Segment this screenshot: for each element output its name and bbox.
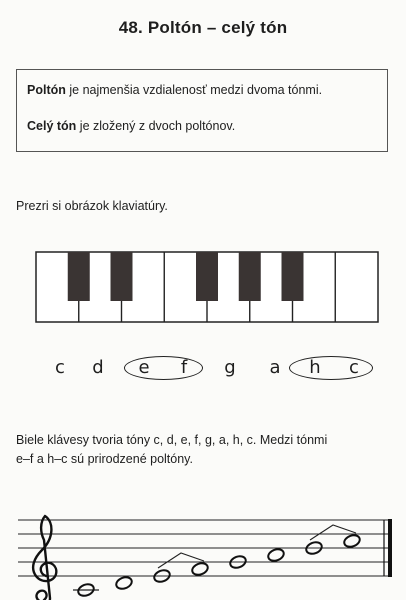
note-name-e: e — [138, 357, 150, 378]
term-semitone: Poltón — [27, 83, 66, 97]
note-name-f: f — [180, 357, 188, 378]
note-name-c: c — [55, 357, 65, 378]
treble-clef-icon — [33, 516, 56, 600]
explanation-line-2: e–f a h–c sú prirodzené poltóny. — [16, 452, 193, 466]
page-title: 48. Poltón – celý tón — [118, 18, 288, 37]
semitone-mark — [158, 553, 204, 568]
whole-note-d1 — [115, 575, 134, 591]
note-name-h: h — [309, 357, 321, 378]
definition-semitone-text: je najmenšia vzdialenosť medzi dvoma tónmi. — [65, 83, 323, 97]
whole-note-c2 — [343, 533, 362, 549]
whole-note-a1 — [267, 547, 286, 563]
note-name-c2: c — [349, 357, 359, 378]
semitone-mark — [310, 525, 356, 540]
whole-note-f1 — [191, 561, 210, 577]
note-name-d: d — [92, 357, 104, 378]
note-name-a: a — [269, 357, 281, 378]
barline-final — [388, 519, 392, 577]
term-whole-tone: Celý tón — [27, 119, 77, 133]
definition-whole-tone-text: je zložený z dvoch poltónov. — [76, 119, 236, 133]
explanation-line-1: Biele klávesy tvoria tóny c, d, e, f, g, a, h, c. Medzi tónmi — [16, 433, 328, 447]
keyboard-instruction: Prezri si obrázok klaviatúry. — [16, 199, 168, 213]
note-name-g: g — [224, 357, 236, 378]
